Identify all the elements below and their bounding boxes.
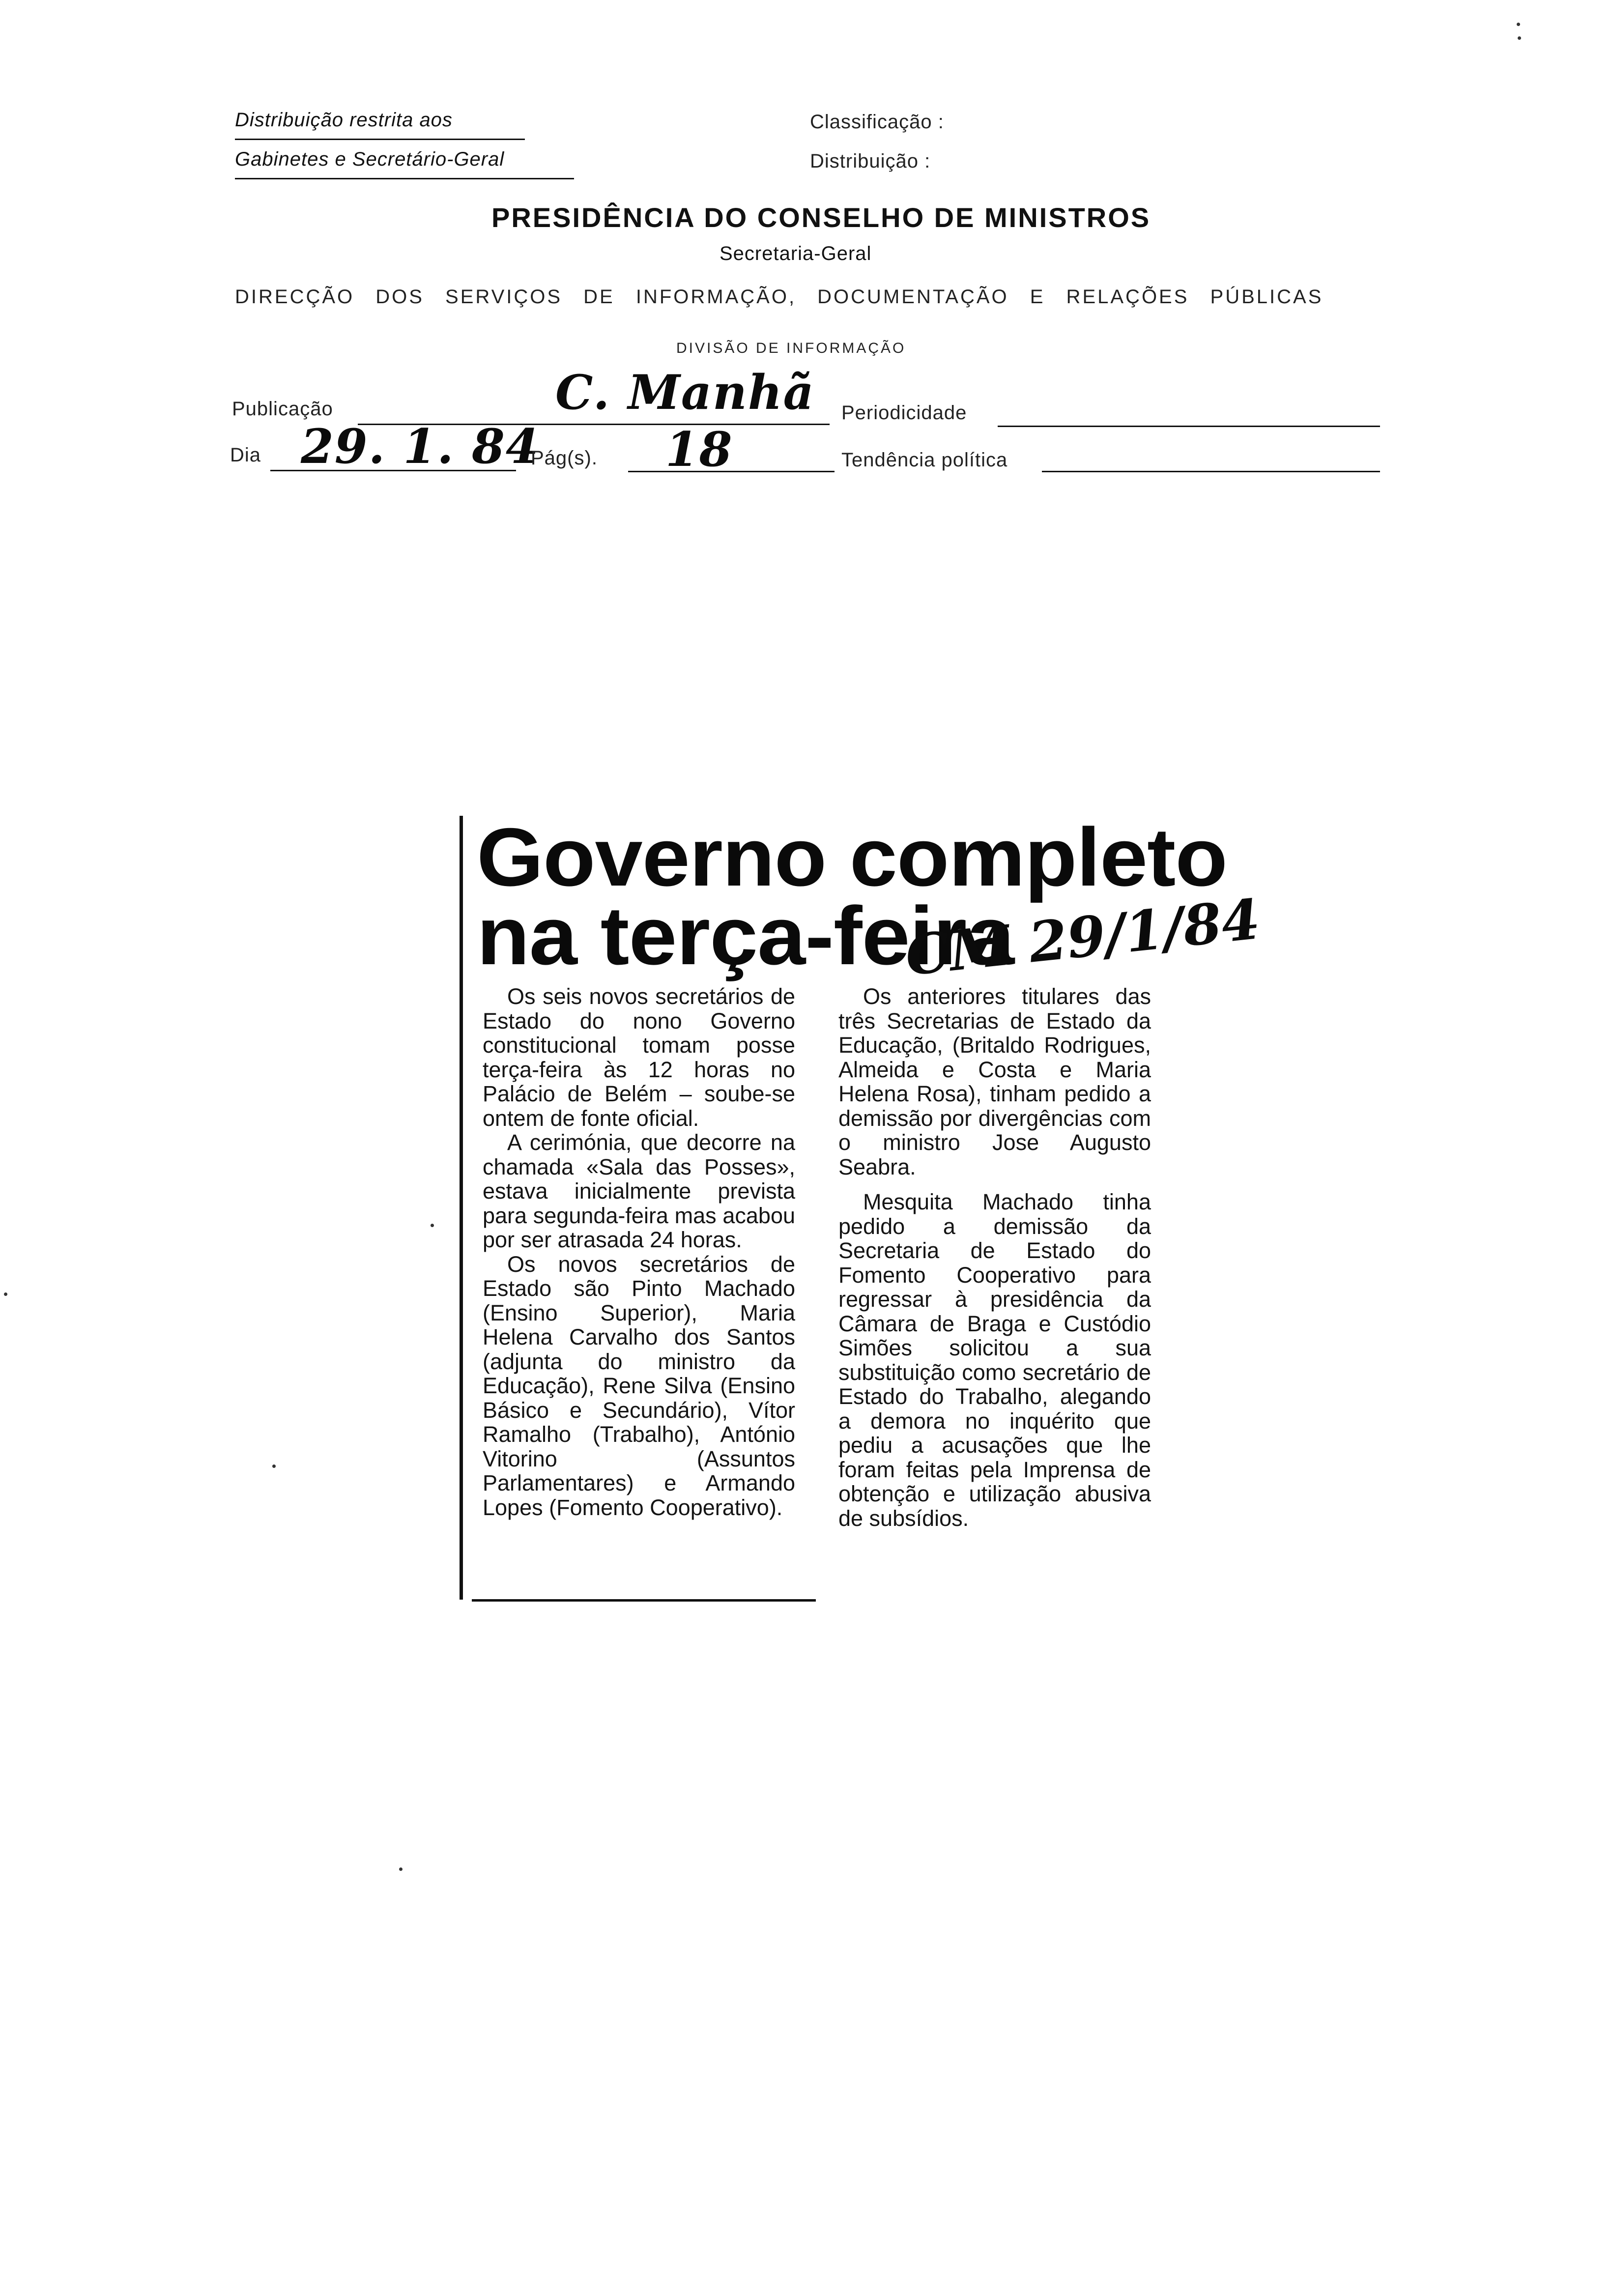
- distribution-line-2-rule: [235, 178, 574, 179]
- column-2-paragraph-1: Os anteriores titulares das três Secretarias de Estado da Educação, (Britaldo Rodrigues, Almeida e Costa e Maria Helena Rosa), tinham pedido a demissão por divergências com o ministro Jose Augusto Seabra.: [838, 984, 1151, 1179]
- day-value: 29. 1. 84: [301, 419, 540, 474]
- column-1-paragraph-3: Os novos secretários de Estado são Pinto Machado (Ensino Superior), Maria Helena Carvalho dos Santos (adjunta do ministro da Educação), Rene Silva (Ensino Básico e Secundário), Vítor Ramalho (Trabalho), António Vitorino (Assuntos Parlamentares) e Armando Lopes (Fomento Cooperativo).: [483, 1251, 795, 1520]
- scan-speck: [399, 1867, 403, 1871]
- day-label: Dia: [230, 444, 261, 466]
- tendency-underline: [1042, 471, 1380, 472]
- distribution-line-2: Gabinetes e Secretário-Geral: [235, 148, 505, 170]
- distribution-line-1: Distribuição restrita aos: [235, 109, 453, 131]
- scan-speck: [431, 1224, 434, 1227]
- scan-speck: [1517, 23, 1520, 26]
- secretariat-title: Secretaria-Geral: [720, 243, 872, 264]
- column-1-paragraph-2: A cerimónia, que decorre na chamada «Sala das Posses», estava inicialmente prevista para segunda-feira mas acabou por ser atrasada 24 horas.: [483, 1130, 795, 1252]
- scan-speck: [272, 1464, 276, 1468]
- directorate-title: DIRECÇÃO DOS SERVIÇOS DE INFORMAÇÃO, DOCUMENTAÇÃO E RELAÇÕES PÚBLICAS: [235, 286, 1324, 308]
- scan-speck: [4, 1292, 7, 1296]
- pages-value: 18: [665, 422, 733, 477]
- column-1-paragraph-1: Os seis novos secretários de Estado do nono Governo constitucional tomam posse terça-feira às 12 horas no Palácio de Belém – soube-se ontem de fonte oficial.: [483, 984, 795, 1131]
- headline-line-2: na terça-feira: [477, 890, 1014, 982]
- division-title: DIVISÃO DE INFORMAÇÃO: [676, 340, 906, 356]
- headline-line-1: Governo completo: [477, 811, 1227, 903]
- organization-title: PRESIDÊNCIA DO CONSELHO DE MINISTROS: [491, 202, 1151, 233]
- classification-label: Classificação :: [810, 111, 944, 133]
- handwritten-annotation: CM 29/1/84: [902, 887, 1263, 988]
- article-column-2: [838, 984, 1151, 1530]
- publication-label: Publicação: [232, 398, 333, 420]
- column-2-paragraph-2: Mesquita Machado tinha pedido a demissão da Secretaria de Estado do Fomento Cooperativo para regressar à presidência da Câmara de Braga e Custódio Simões solicitou a sua substituição como secretário de Estado do Trabalho, alegando a demora no inquérito que pediu a acusações que lhe foram feitas pela Imprensa de obtenção e utilização abusiva de subsídios.: [838, 1189, 1151, 1531]
- periodicity-underline: [998, 426, 1380, 427]
- publication-value: C. Manhã: [555, 365, 815, 420]
- distribution-line-1-rule: [235, 139, 525, 140]
- article-column-1: [483, 984, 795, 1520]
- clipping-bottom-rule: [472, 1599, 816, 1602]
- pages-label: Pág(s).: [531, 447, 598, 469]
- distribution-label: Distribuição :: [810, 150, 931, 172]
- clipping-left-rule: [460, 816, 463, 1600]
- scan-speck: [1518, 36, 1521, 40]
- periodicity-label: Periodicidade: [841, 402, 967, 424]
- tendency-label: Tendência política: [841, 449, 1008, 471]
